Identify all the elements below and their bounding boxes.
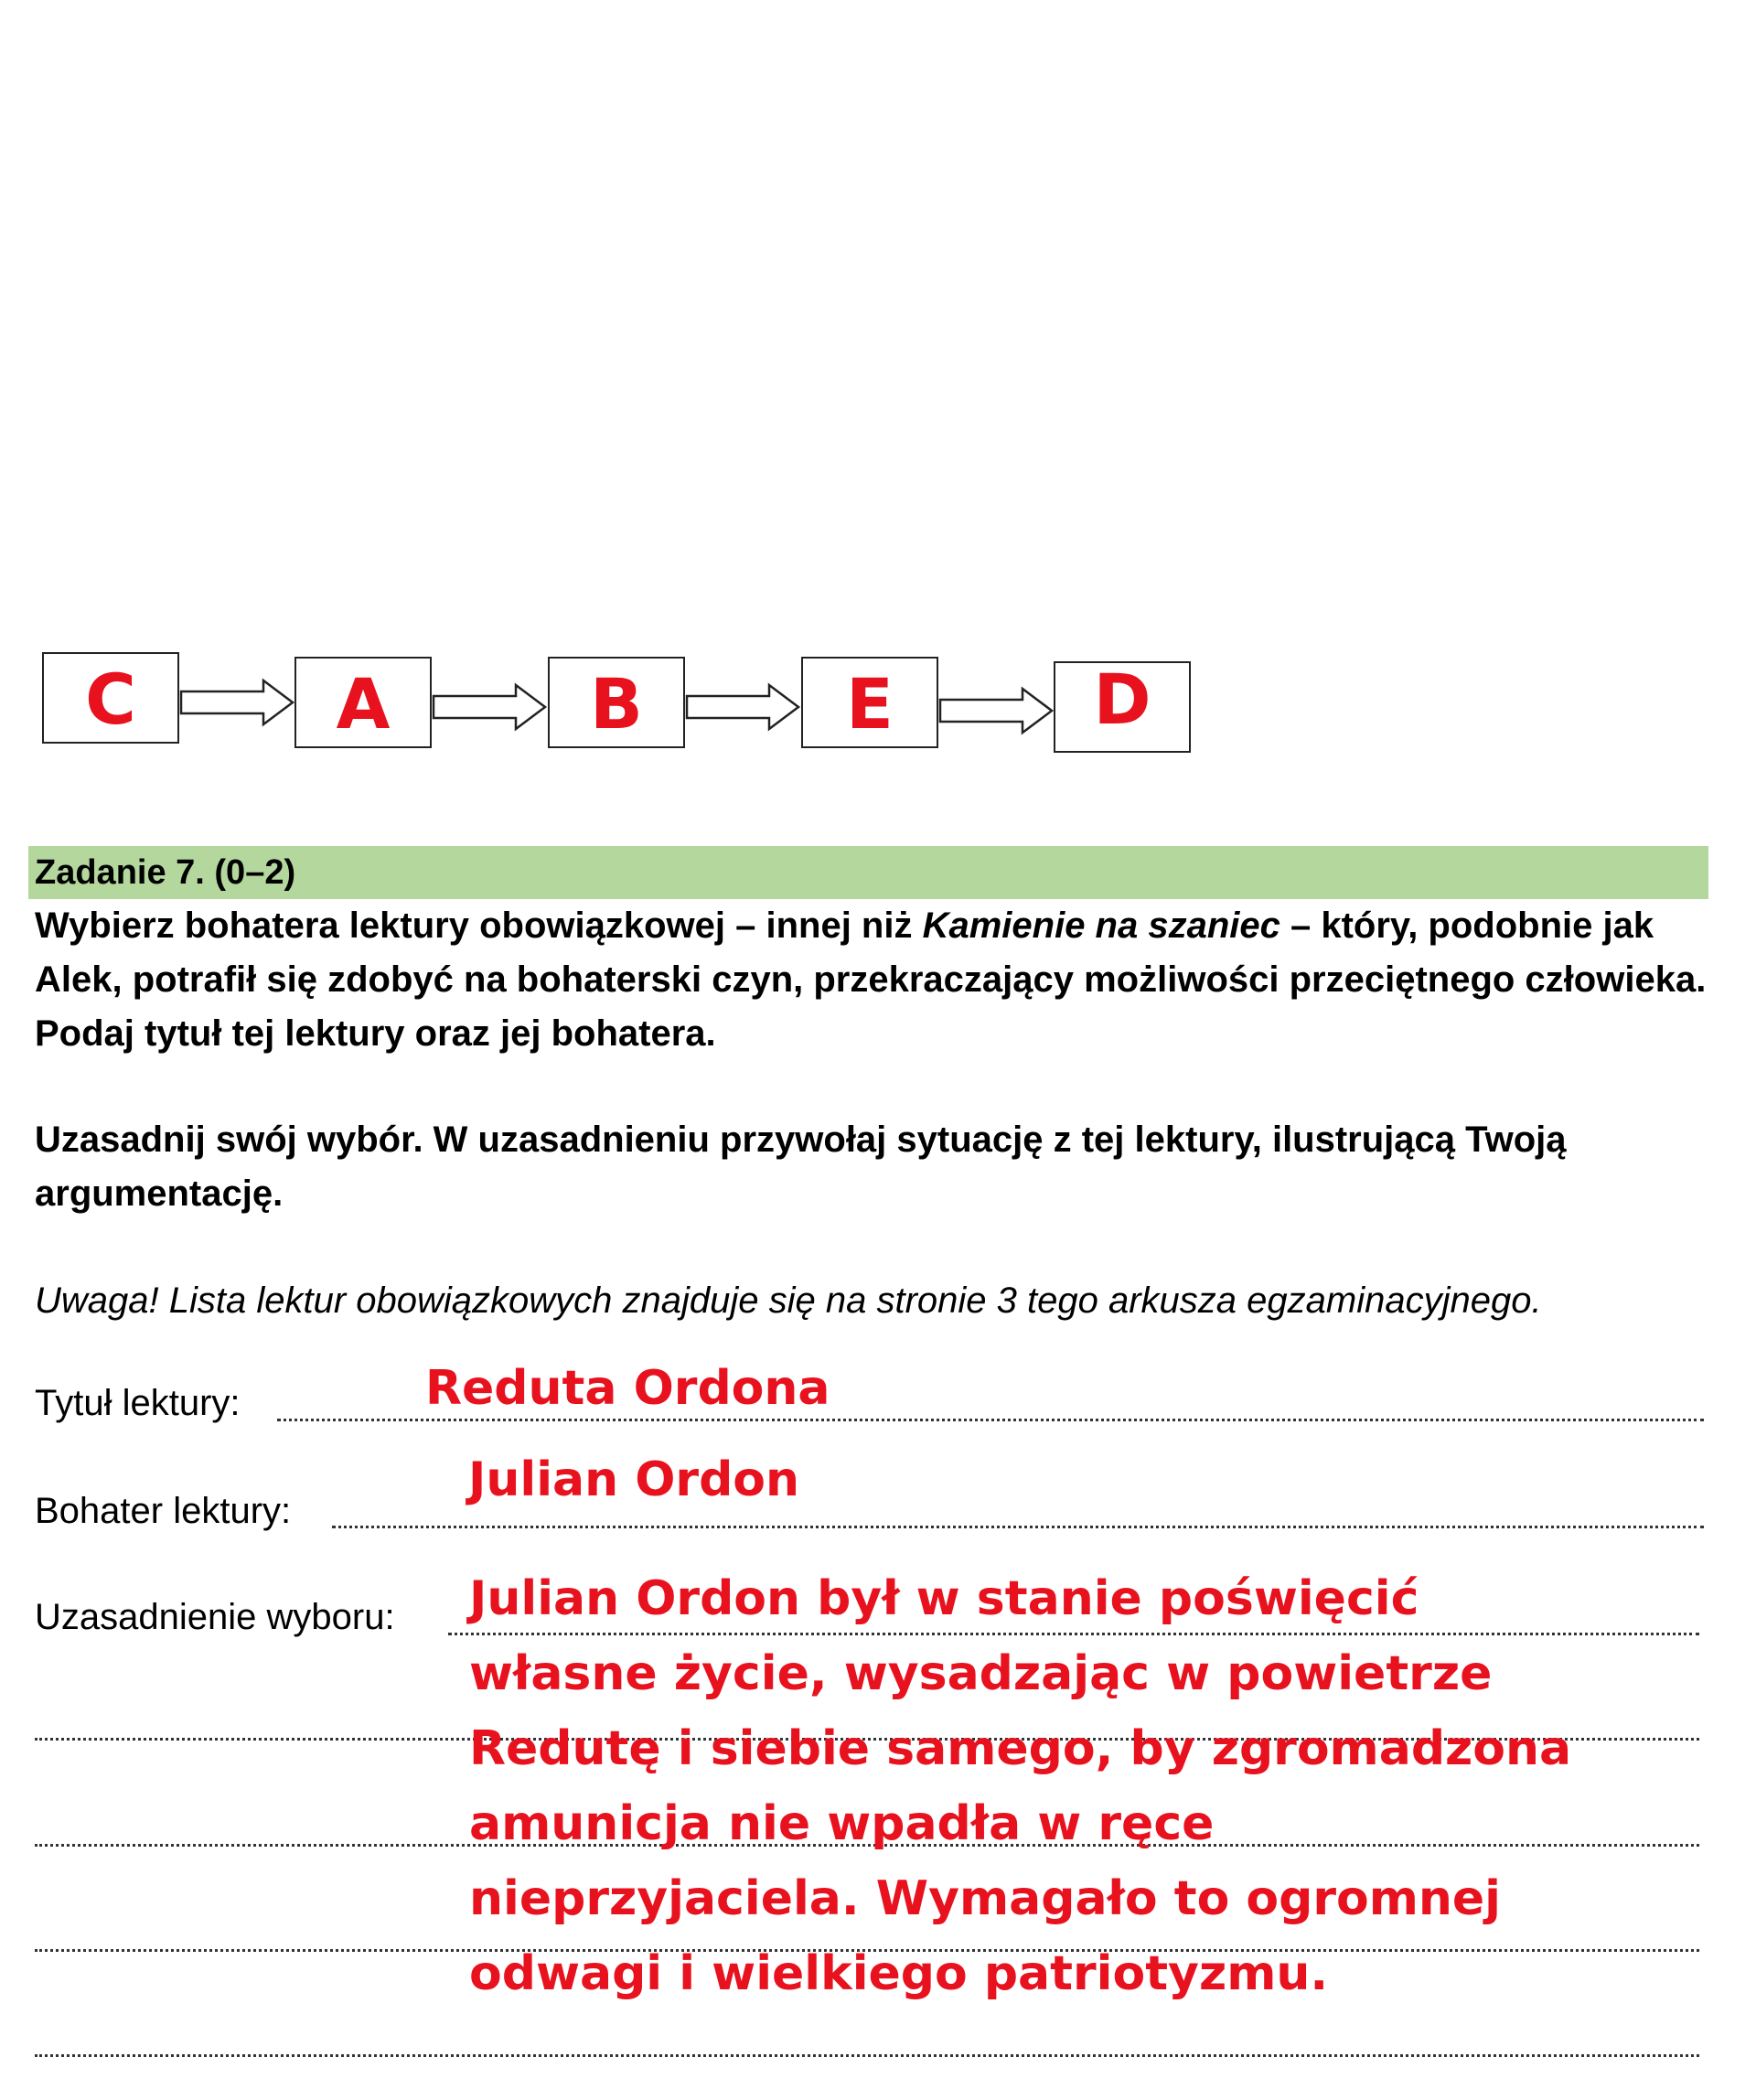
reason-answer-line: odwagi i wielkiego patriotyzmu.	[469, 1946, 1329, 2001]
title-answer: Reduta Ordona	[425, 1361, 830, 1416]
answer-box-5[interactable]	[1054, 661, 1191, 753]
arrow-right-icon	[432, 681, 549, 733]
task7-note	[35, 1274, 1708, 1328]
task7-header: Zadanie 7. (0–2)	[35, 853, 296, 892]
task7-instruction-title: Kamienie na szaniec	[922, 905, 1280, 946]
task7-instruction-part2: – który, podobnie jak Alek, potrafił się zdobyć na bohaterski czyn, przekraczający możliwości przeciętnego człowieka. Podaj tytuł tej lektury oraz jej bohatera.	[35, 905, 1707, 1054]
answer-letter-4: E	[846, 663, 894, 745]
answer-letter-1: C	[85, 659, 136, 740]
answer-letter-2: A	[336, 663, 391, 745]
answer-letter-3: B	[590, 663, 643, 745]
task7-note-text: Uwaga! Lista lektur obowiązkowych znajduje się na stronie 3 tego arkusza egzaminacyjnego.	[35, 1280, 1542, 1321]
reason-answer-line: nieprzyjaciela. Wymagało to ogromnej	[469, 1871, 1502, 1926]
answer-box-2[interactable]	[294, 657, 432, 748]
reason-dotted-line-5[interactable]	[35, 2054, 1699, 2057]
reason-answer-line: amunicja nie wpadła w ręce	[469, 1796, 1215, 1851]
task7-instruction	[35, 899, 1708, 1061]
arrow-right-icon	[685, 681, 802, 733]
title-dotted-line[interactable]	[277, 1419, 1704, 1421]
reason-label: Uzasadnienie wyboru:	[35, 1597, 395, 1637]
answer-box-3[interactable]	[548, 657, 685, 748]
reason-answer-line: Redutę i siebie samego, by zgromadzona	[469, 1721, 1572, 1776]
reason-answer-line: Julian Ordon był w stanie poświęcić	[469, 1571, 1419, 1626]
reason-answer	[469, 1561, 1695, 2011]
task7-instruction-part1: Wybierz bohatera lektury obowiązkowej – innej niż	[35, 905, 923, 946]
answer-letter-5: D	[1093, 659, 1151, 740]
task7-justify-instruction: Uzasadnij swój wybór. W uzasadnieniu przywołaj sytuację z tej lektury, ilustrującą Twoją argumentację.	[35, 1120, 1567, 1214]
hero-dotted-line[interactable]	[332, 1526, 1704, 1528]
hero-answer: Julian Ordon	[468, 1452, 800, 1507]
reason-answer-line: własne życie, wysadzając w powietrze	[469, 1646, 1493, 1701]
answer-box-1[interactable]	[42, 652, 179, 744]
hero-label: Bohater lektury:	[35, 1491, 292, 1531]
arrow-right-icon	[938, 685, 1055, 736]
arrow-right-icon	[179, 677, 296, 728]
answer-box-4[interactable]	[801, 657, 938, 748]
title-label: Tytuł lektury:	[35, 1383, 241, 1423]
